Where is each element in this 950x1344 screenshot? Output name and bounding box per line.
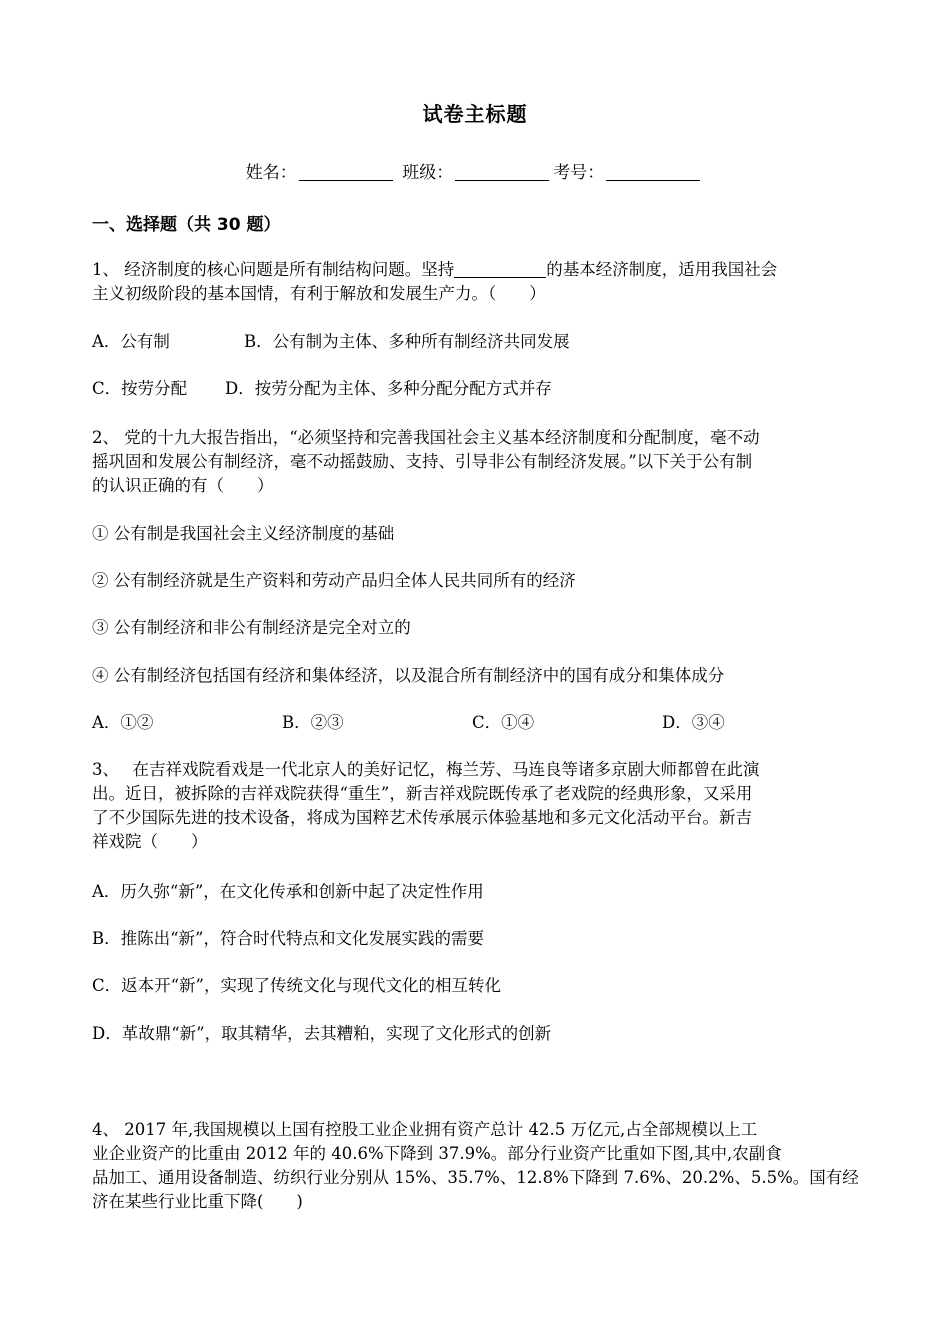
question-4 xyxy=(92,1118,862,1214)
question-2-line-3: 的认识正确的有（ ） xyxy=(92,476,274,495)
question-1-blank xyxy=(454,259,546,278)
question-3-line-1: 3、 在吉祥戏院看戏是一代北京人的美好记忆，梅兰芳、马连良等诸多京剧大师都曾在此演 xyxy=(92,760,760,779)
question-1-text-a: 1、 经济制度的核心问题是所有制结构问题。坚持 xyxy=(92,260,455,279)
question-1-text-b: 的基本经济制度，适用我国社会 xyxy=(546,260,778,279)
option-a: A．公有制 xyxy=(92,332,170,351)
option-d: D．③④ xyxy=(662,713,725,732)
question-4-line-4: 济在某些行业比重下降( ) xyxy=(92,1192,303,1211)
question-2-line-2: 摇巩固和发展公有制经济，毫不动摇鼓励、支持、引导非公有制经济发展。”以下关于公有制 xyxy=(92,452,753,471)
question-2-line-1: 2、 党的十九大报告指出，“必须坚持和完善我国社会主义基本经济制度和分配制度，毫不动 xyxy=(92,428,760,447)
question-1 xyxy=(92,258,862,306)
question-1-line-2: 主义初级阶段的基本国情，有利于解放和发展生产力。（ ） xyxy=(92,284,546,303)
class-blank xyxy=(455,162,549,181)
section-heading: 一、选择题（共 30 题） xyxy=(92,215,281,235)
question-4-line-3: 品加工、通用设备制造、纺织行业分别从 15%、35.7%、12.8%下降到 7.6%、20.2%、5.5%。国有经 xyxy=(92,1168,859,1187)
option-c: C．按劳分配 xyxy=(92,379,188,398)
question-3-option-a: A．历久弥“新”，在文化传承和创新中起了决定性作用 xyxy=(92,882,484,901)
statement-1: ① 公有制是我国社会主义经济制度的基础 xyxy=(92,524,395,543)
option-d: D．按劳分配为主体、多种分配分配方式并存 xyxy=(225,379,552,398)
question-3-option-b: B．推陈出“新”，符合时代特点和文化发展实践的需要 xyxy=(92,929,484,948)
question-3-line-4: 祥戏院（ ） xyxy=(92,832,208,851)
option-c: C．①④ xyxy=(472,713,535,732)
class-label: 班级： xyxy=(402,163,454,183)
question-1-options-row-1 xyxy=(92,330,862,354)
student-info-line xyxy=(0,158,950,183)
question-1-line-1 xyxy=(92,258,862,282)
option-b: B．公有制为主体、多种所有制经济共同发展 xyxy=(244,332,570,351)
question-4-line-2: 业企业资产的比重由 2012 年的 40.6%下降到 37.9%。部分行业资产比重如下图,其中,农副食 xyxy=(92,1144,782,1163)
question-3-line-2: 出。近日，被拆除的吉祥戏院获得“重生”，新吉祥戏院既传承了老戏院的经典形象，又采用 xyxy=(92,784,753,803)
name-label: 姓名： xyxy=(245,163,297,183)
statement-4: ④ 公有制经济包括国有经济和集体经济，以及混合所有制经济中的国有成分和集体成分 xyxy=(92,666,725,685)
number-label: 考号： xyxy=(553,163,605,183)
name-blank xyxy=(299,162,393,181)
statement-2: ② 公有制经济就是生产资料和劳动产品归全体人民共同所有的经济 xyxy=(92,571,576,590)
page-title: 试卷主标题 xyxy=(422,102,528,126)
question-3 xyxy=(92,758,862,854)
number-blank xyxy=(606,162,700,181)
option-a: A．①② xyxy=(92,713,154,732)
statement-3: ③ 公有制经济和非公有制经济是完全对立的 xyxy=(92,618,411,637)
option-b: B．②③ xyxy=(282,713,344,732)
question-4-line-1: 4、 2017 年,我国规模以上国有控股工业企业拥有资产总计 42.5 万亿元,占全部规模以上工 xyxy=(92,1120,758,1139)
question-3-option-d: D．革故鼎“新”，取其精华，去其糟粕，实现了文化形式的创新 xyxy=(92,1024,552,1043)
question-1-options-row-2 xyxy=(92,377,862,401)
question-2 xyxy=(92,426,862,498)
question-2-options-row xyxy=(92,711,862,735)
question-3-line-3: 了不少国际先进的技术设备，将成为国粹艺术传承展示体验基地和多元文化活动平台。新吉 xyxy=(92,808,752,827)
question-3-option-c: C．返本开“新”，实现了传统文化与现代文化的相互转化 xyxy=(92,976,501,995)
